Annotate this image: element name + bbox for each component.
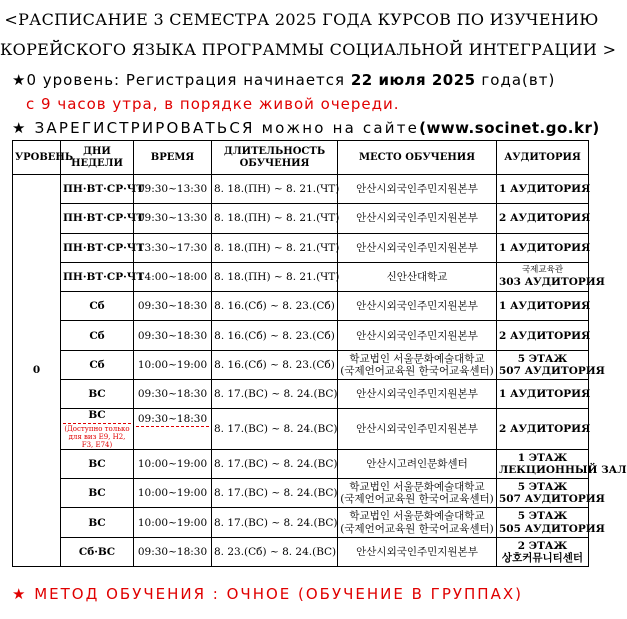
duration-cell: 8. 17.(ВС) ~ 8. 24.(ВС) [212,449,338,478]
room-floor: 5 ЭТАЖ [517,481,568,494]
room-cell [497,537,589,566]
days-cell: Сб·ВС [61,537,134,566]
duration-cell: 8. 16.(Сб) ~ 8. 23.(Сб) [212,292,338,321]
room-cell: 1 АУДИТОРИЯ [497,379,589,408]
time-cell: 09:30~13:30 [134,175,212,204]
room-name: 507 АУДИТОРИЯ [499,493,605,506]
registration-suffix: года(вт) [475,71,556,89]
room-cell: 2 АУДИТОРИЯ [497,409,589,450]
time-cell: 09:30~18:30 [134,321,212,350]
schedule-table [12,140,627,567]
room-building: 국제교육관 [521,265,564,276]
room-name: 505 АУДИТОРИЯ [499,522,605,535]
place-subname: (국제언어교육원 한국어교육센터) [340,522,494,535]
place-cell [338,479,497,508]
room-cell: 2 АУДИТОРИЯ [497,204,589,233]
time-cell [134,409,212,450]
place-cell: 안산시외국인주민지원본부 [338,321,497,350]
table-row [13,262,589,291]
place-subname: (국제언어교육원 한국어교육센터) [340,493,494,506]
time-cell: 09:30~18:30 [134,292,212,321]
days-cell: ПН·ВТ·СР·ЧТ [61,204,134,233]
header-room: АУДИТОРИЯ [497,141,589,175]
place-cell: 안산시외국인주민지원본부 [338,175,497,204]
header-place: МЕСТО ОБУЧЕНИЯ [338,141,497,175]
time-cell: 10:00~19:00 [134,350,212,379]
header-time: ВРЕМЯ [134,141,212,175]
days-cell: Сб [61,350,134,379]
days-cell: Сб [61,321,134,350]
table-row [13,479,589,508]
days-cell: ВС [61,479,134,508]
table-row [13,321,589,350]
room-cell: 1 АУДИТОРИЯ [497,233,589,262]
room-name: 303 АУДИТОРИЯ [499,275,605,288]
place-subname: (국제언어교육원 한국어교육센터) [340,364,494,377]
room-name: ЛЕКЦИОННЫЙ ЗАЛ [499,463,627,476]
time-cell: 10:00~19:00 [134,508,212,537]
room-floor: 5 ЭТАЖ [517,510,568,523]
place-cell: 안산시고려인문화센터 [338,449,497,478]
days-cell: ПН·ВТ·СР·ЧТ [61,262,134,291]
time-cell: 14:00~18:00 [134,262,212,291]
time-cell: 13:30~17:30 [134,233,212,262]
registration-date: 22 июля 2025 [350,71,476,89]
place-cell: 신안산대학교 [338,262,497,291]
time-cell: 10:00~19:00 [134,449,212,478]
room-cell: 1 АУДИТОРИЯ [497,292,589,321]
table-row [13,175,589,204]
days-cell: ПН·ВТ·СР·ЧТ [61,233,134,262]
table-row [13,350,589,379]
table-row [13,449,589,478]
room-cell [497,508,605,537]
room-name: 507 АУДИТОРИЯ [499,364,605,377]
time-cell: 09:30~18:30 [134,537,212,566]
time-cell: 09:30~13:30 [134,204,212,233]
room-name: 상호커뮤니티센터 [501,551,584,564]
days-cell: ВС [61,508,134,537]
room-cell [497,350,605,379]
room-cell [497,262,605,291]
table-row [13,537,589,566]
level-cell: 0 [13,175,61,567]
duration-cell: 8. 17.(ВС) ~ 8. 24.(ВС) [212,379,338,408]
place-name: 학교법인 서울문화예술대학교 [349,481,485,494]
table-row [13,379,589,408]
registration-prefix: ★0 уровень: Регистрация начинается [12,71,351,89]
duration-cell: 8. 18.(ПН) ~ 8. 21.(ЧТ) [212,233,338,262]
place-cell: 안산시외국인주민지원본부 [338,537,497,566]
place-cell: 안산시외국인주민지원본부 [338,204,497,233]
days-cell [61,409,134,450]
duration-cell: 8. 16.(Сб) ~ 8. 23.(Сб) [212,350,338,379]
registration-site-line [12,119,600,137]
registration-start-line [12,71,555,89]
place-cell: 안산시외국인주민지원본부 [338,379,497,408]
room-floor: 2 ЭТАЖ [517,539,568,552]
table-row [13,233,589,262]
place-cell [338,350,497,379]
room-floor: 5 ЭТАЖ [517,352,568,365]
table-header-row [13,141,589,175]
visa-note: (Доступно только для виз E9, H2, F3, E74) [64,424,130,449]
registration-time-line: с 9 часов утра, в порядке живой очереди. [26,95,400,113]
room-cell [497,449,627,478]
table-row [13,204,589,233]
duration-cell: 8. 18.(ПН) ~ 8. 21.(ЧТ) [212,204,338,233]
days-value: ВС [63,409,131,423]
time-value: 09:30~18:30 [136,413,209,427]
site-prefix: ★ ЗАРЕГИСТРИРОВАТЬСЯ можно на сайте [12,119,420,137]
place-name: 학교법인 서울문화예술대학교 [349,352,485,365]
room-cell: 2 АУДИТОРИЯ [497,321,589,350]
table-row [13,409,589,450]
days-cell: ПН·ВТ·СР·ЧТ [61,175,134,204]
duration-cell: 8. 18.(ПН) ~ 8. 21.(ЧТ) [212,262,338,291]
page-title-line-2: КОРЕЙСКОГО ЯЗЫКА ПРОГРАММЫ СОЦИАЛЬНОЙ ИНТЕГРАЦИИ > [0,40,617,59]
room-floor: 1 ЭТАЖ [517,451,568,464]
place-cell [338,508,497,537]
duration-cell: 8. 17.(ВС) ~ 8. 24.(ВС) [212,508,338,537]
table-row [13,508,589,537]
duration-cell: 8. 16.(Сб) ~ 8. 23.(Сб) [212,321,338,350]
page-title-line-1: <РАСПИСАНИЕ 3 СЕМЕСТРА 2025 ГОДА КУРСОВ ПО ИЗУЧЕНИЮ [4,10,599,29]
room-cell [497,479,605,508]
duration-cell: 8. 17.(ВС) ~ 8. 24.(ВС) [212,479,338,508]
duration-cell: 8. 23.(Сб) ~ 8. 24.(ВС) [212,537,338,566]
days-cell: ВС [61,449,134,478]
table-row [13,292,589,321]
time-cell: 09:30~18:30 [134,379,212,408]
days-cell: ВС [61,379,134,408]
header-level: УРОВЕНЬ [13,141,61,175]
duration-cell: 8. 17.(ВС) ~ 8. 24.(ВС) [212,409,338,450]
place-cell: 안산시외국인주민지원본부 [338,292,497,321]
room-cell: 1 АУДИТОРИЯ [497,175,589,204]
header-duration: ДЛИТЕЛЬНОСТЬ ОБУЧЕНИЯ [212,141,338,175]
site-url: (www.socinet.go.kr) [419,119,600,137]
place-name: 학교법인 서울문화예술대학교 [349,510,485,523]
time-cell: 10:00~19:00 [134,479,212,508]
header-days: ДНИ НЕДЕЛИ [61,141,134,175]
duration-cell: 8. 18.(ПН) ~ 8. 21.(ЧТ) [212,175,338,204]
place-cell: 안산시외국인주민지원본부 [338,409,497,450]
teaching-method-note: ★ МЕТОД ОБУЧЕНИЯ : ОЧНОЕ (ОБУЧЕНИЕ В ГРУППАХ) [12,585,523,603]
place-cell: 안산시외국인주민지원본부 [338,233,497,262]
days-cell: Сб [61,292,134,321]
